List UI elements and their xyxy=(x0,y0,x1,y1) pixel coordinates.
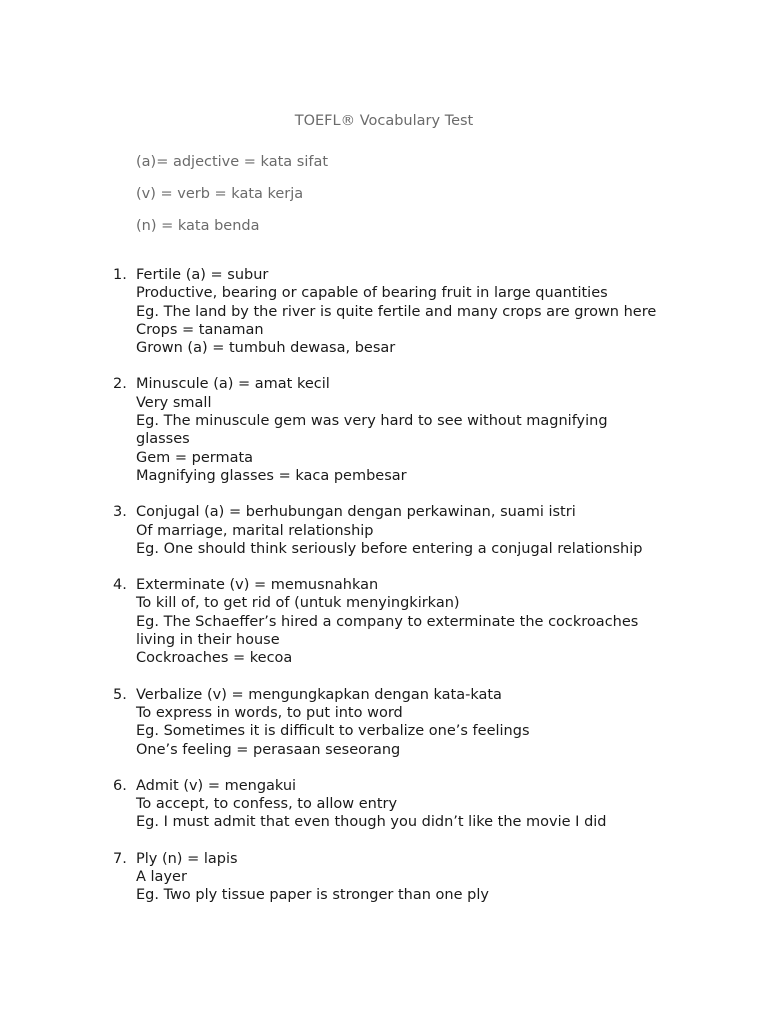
vocabulary-entry-1 xyxy=(0,266,768,357)
entry-example: Eg. One should think seriously before entering a conjugal relationship xyxy=(136,540,643,557)
legend-verb: (v) = verb = kata kerja xyxy=(136,186,304,202)
entry-note: Magnifying glasses = kaca pembesar xyxy=(136,467,407,484)
vocabulary-list xyxy=(0,266,768,923)
entry-number: 1. xyxy=(113,267,127,283)
entry-body xyxy=(136,850,696,905)
entry-body xyxy=(136,266,696,357)
entry-definition: Very small xyxy=(136,394,212,411)
entry-headword: Fertile (a) = subur xyxy=(136,267,269,283)
entry-number: 5. xyxy=(113,686,127,703)
entry-number: 6. xyxy=(113,777,127,794)
entry-note: Cockroaches = kecoa xyxy=(136,650,293,667)
entry-number: 3. xyxy=(113,504,127,521)
entry-headword: Exterminate (v) = memusnahkan xyxy=(136,577,379,594)
entry-note: Crops = tanaman xyxy=(136,321,264,338)
entry-number: 2. xyxy=(113,376,127,393)
entry-definition: To accept, to confess, to allow entry xyxy=(136,796,398,813)
entry-headword: Admit (v) = mengakui xyxy=(136,777,297,794)
entry-headword: Ply (n) = lapis xyxy=(136,850,238,867)
vocabulary-entry-4 xyxy=(0,576,768,667)
vocabulary-entry-7 xyxy=(0,850,768,905)
entry-definition: Of marriage, marital relationship xyxy=(136,522,374,539)
vocabulary-entry-5 xyxy=(0,686,768,759)
entry-example: Eg. The Schaeffer’s hired a company to exterminate the cockroaches living in their house xyxy=(136,613,639,649)
entry-example: Eg. The land by the river is quite fertile and many crops are grown here xyxy=(136,303,657,320)
entry-number: 7. xyxy=(113,850,127,867)
vocabulary-entry-3 xyxy=(0,503,768,558)
entry-headword: Conjugal (a) = berhubungan dengan perkawinan, suami istri xyxy=(136,504,576,521)
vocabulary-entry-2 xyxy=(0,375,768,485)
entry-body xyxy=(136,686,696,759)
entry-definition: A layer xyxy=(136,869,187,886)
entry-definition: To express in words, to put into word xyxy=(136,704,403,721)
entry-example: Eg. Two ply tissue paper is stronger than one ply xyxy=(136,887,489,904)
page-title: TOEFL® Vocabulary Test xyxy=(294,113,474,129)
vocabulary-entry-6 xyxy=(0,777,768,832)
legend-adjective: (a)= adjective = kata sifat xyxy=(136,154,329,170)
entry-body xyxy=(136,375,696,485)
entry-note: Grown (a) = tumbuh dewasa, besar xyxy=(136,340,396,357)
entry-number: 4. xyxy=(113,577,127,594)
entry-headword: Verbalize (v) = mengungkapkan dengan kata-kata xyxy=(136,686,502,703)
entry-body xyxy=(136,503,696,558)
entry-note: Gem = permata xyxy=(136,449,254,466)
entry-body xyxy=(136,576,696,667)
entry-note: One’s feeling = perasaan seseorang xyxy=(136,741,401,758)
entry-body xyxy=(136,777,696,832)
entry-example: Eg. Sometimes it is difficult to verbalize one’s feelings xyxy=(136,723,530,740)
entry-headword: Minuscule (a) = amat kecil xyxy=(136,376,330,393)
legend-noun: (n) = kata benda xyxy=(136,218,260,234)
entry-definition: To kill of, to get rid of (untuk menyingkirkan) xyxy=(136,595,460,612)
entry-example: Eg. The minuscule gem was very hard to see without magnifying glasses xyxy=(136,413,608,448)
entry-definition: Productive, bearing or capable of bearing fruit in large quantities xyxy=(136,285,608,302)
entry-example: Eg. I must admit that even though you didn’t like the movie I did xyxy=(136,814,607,831)
abbreviation-legend xyxy=(136,153,328,249)
